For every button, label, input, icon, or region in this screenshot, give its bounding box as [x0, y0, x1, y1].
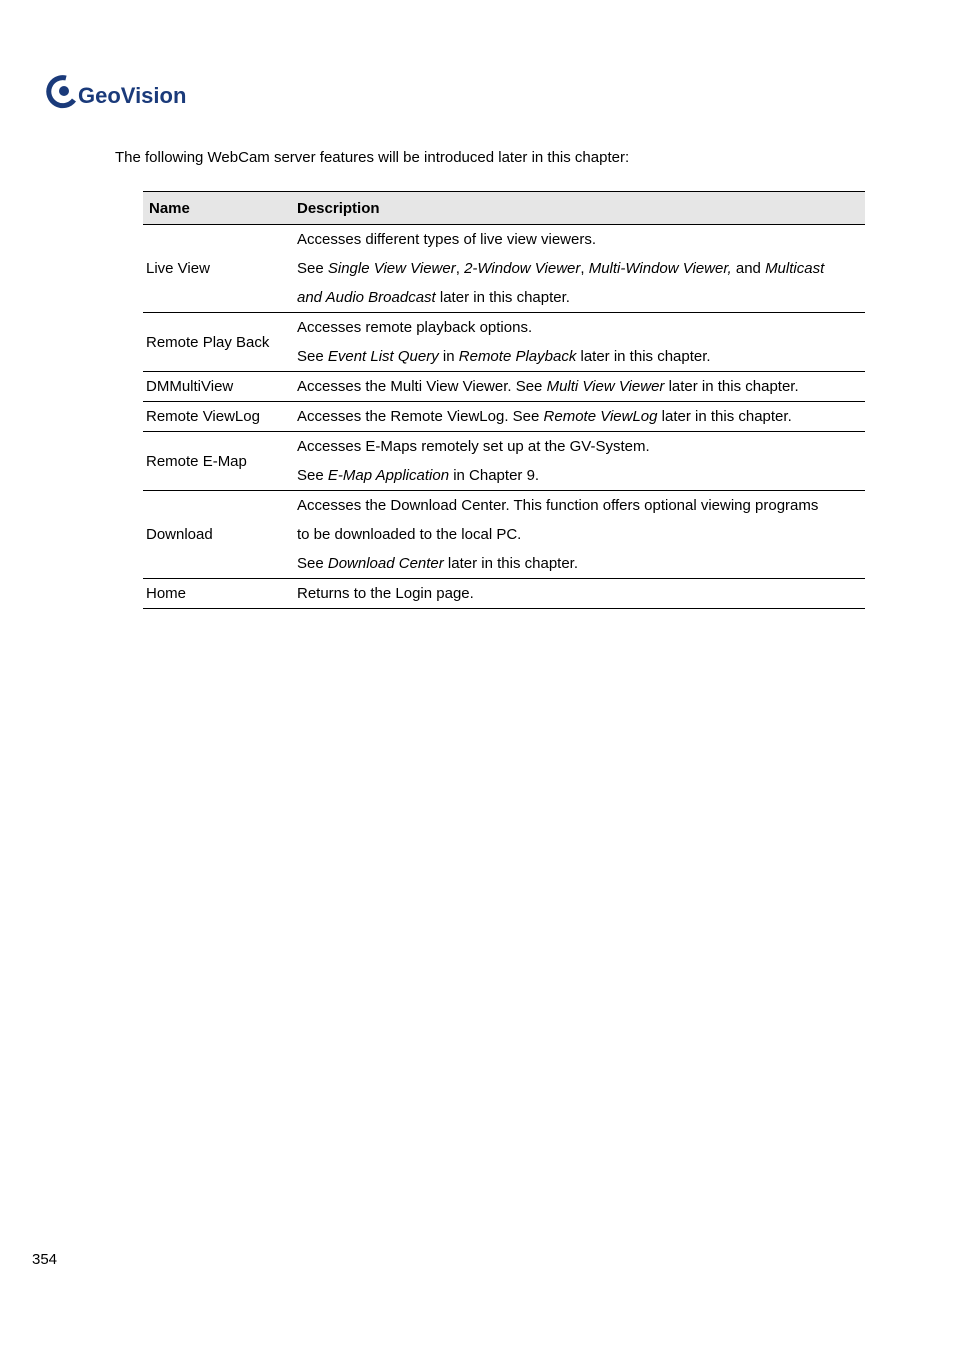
table-header-row [143, 192, 865, 225]
description-text: , [455, 260, 465, 277]
feature-description [291, 432, 865, 491]
description-line [297, 520, 861, 549]
reference-title: Multicast [765, 260, 825, 277]
table-row [143, 225, 865, 313]
reference-title: and Audio Broadcast [297, 289, 436, 306]
feature-description [291, 225, 865, 313]
logo-wordmark: GeoVision [78, 83, 187, 108]
description-text: , [580, 260, 589, 277]
description-line [297, 461, 861, 490]
description-line [297, 579, 861, 608]
description-text: See [297, 260, 328, 277]
table-row [143, 432, 865, 491]
description-text: Accesses remote playback options. [297, 319, 533, 336]
feature-name: Remote ViewLog [143, 402, 291, 432]
description-line [297, 372, 861, 401]
description-text: in [438, 348, 459, 365]
feature-name: Home [143, 579, 291, 609]
reference-title: E-Map Application [327, 467, 450, 484]
description-line [297, 225, 861, 254]
description-line [297, 402, 861, 431]
table-row [143, 313, 865, 372]
table-row [143, 491, 865, 579]
description-text: Accesses different types of live view viewers. [297, 231, 597, 248]
geovision-logo [44, 74, 204, 110]
feature-name: Download [143, 491, 291, 579]
description-text: to be downloaded to the local PC. [297, 526, 522, 543]
feature-name: DMMultiView [143, 372, 291, 402]
description-text: Accesses the Multi View Viewer. See [297, 378, 547, 395]
header-name: Name [143, 192, 291, 225]
reference-title: Download Center [327, 555, 444, 572]
feature-description [291, 372, 865, 402]
description-line [297, 432, 861, 461]
reference-title: Remote Playback [458, 348, 577, 365]
description-text: and [731, 260, 766, 277]
description-line [297, 254, 861, 283]
intro-paragraph: The following WebCam server features will be introduced later in this chapter: [115, 149, 630, 166]
description-text: later in this chapter. [664, 378, 799, 395]
description-text: See [297, 467, 328, 484]
description-line [297, 313, 861, 342]
description-text: later in this chapter. [435, 289, 570, 306]
description-line [297, 283, 861, 312]
feature-description [291, 579, 865, 609]
description-text: See [297, 348, 328, 365]
reference-title: Multi-Window Viewer, [588, 260, 732, 277]
features-table [143, 191, 865, 609]
feature-name: Live View [143, 225, 291, 313]
table-row [143, 372, 865, 402]
reference-title: 2-Window Viewer [464, 260, 581, 277]
reference-title: Event List Query [327, 348, 439, 365]
header-description: Description [291, 192, 865, 225]
table-body [143, 225, 865, 609]
description-text: Returns to the Login page. [297, 585, 474, 602]
description-line [297, 342, 861, 371]
description-text: later in this chapter. [443, 555, 579, 572]
description-text: Accesses the Download Center. This function offers optional viewing programs [297, 497, 819, 514]
feature-description [291, 402, 865, 432]
reference-title: Remote ViewLog [543, 408, 658, 425]
description-text: Accesses E-Maps remotely set up at the GV-System. [297, 438, 650, 455]
geovision-logo-icon [44, 74, 204, 110]
feature-name: Remote E-Map [143, 432, 291, 491]
description-text: later in this chapter. [657, 408, 792, 425]
table-row [143, 402, 865, 432]
description-line [297, 549, 861, 578]
feature-name: Remote Play Back [143, 313, 291, 372]
reference-title: Multi View Viewer [546, 378, 665, 395]
feature-description [291, 313, 865, 372]
feature-description [291, 491, 865, 579]
description-text: later in this chapter. [576, 348, 711, 365]
reference-title: Single View Viewer [327, 260, 456, 277]
description-line [297, 491, 861, 520]
description-text: Accesses the Remote ViewLog. See [297, 408, 544, 425]
description-text: in Chapter 9. [449, 467, 540, 484]
table-row [143, 579, 865, 609]
page-number: 354 [32, 1251, 58, 1268]
description-text: See [297, 555, 328, 572]
